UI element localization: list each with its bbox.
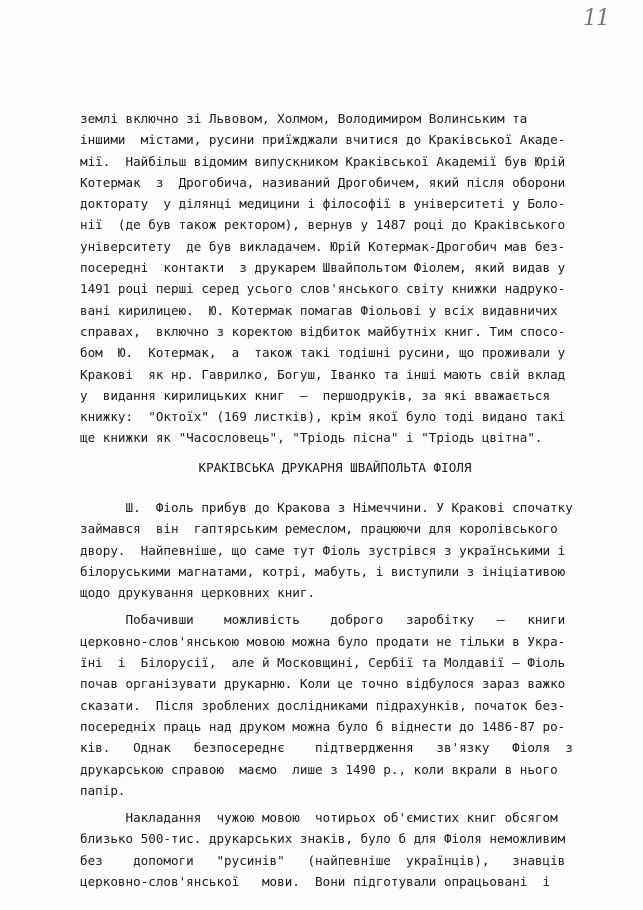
text-line: книжку: "Октоїх" (169 листків), крім якої було тоді видано такі — [80, 409, 566, 425]
text-line: посередніх праць над друком можна було б віднести до 1486-87 ро- — [80, 718, 566, 734]
text-line: вані кирилицею. Ю. Котермак помагав Фіольові у всіх видавничих — [80, 302, 558, 318]
section-heading: КРАКІВСЬКА ДРУКАРНЯ ШВАЙПОЛЬТА ФІОЛЯ — [198, 460, 472, 475]
text-line: церковно-слов'янською мовою можна було продати не тільки в Укра- — [80, 633, 566, 649]
text-line: землі включно зі Львовом, Холмом, Володимиром Волинським та — [80, 111, 528, 126]
text-line: посередні контакти з друкарем Швайпольтом Фіолем, який видав у — [80, 260, 566, 276]
text-line: іншими містами, русини приїжджали вчитися до Краківської Акаде- — [80, 132, 566, 148]
text-line: університету де був викладачем. Юрій Котермак-Дрогобич мав без- — [80, 238, 566, 254]
text-line: 1491 році перші серед усього слов'янського світу книжки надруко- — [80, 281, 566, 297]
text-line: нії (де був також ректором), вернув у 1487 році до Краківського — [80, 217, 566, 233]
text-line: без допомоги "русинів" (найпевніше українців), знавців — [80, 852, 566, 868]
text-line: папір. — [80, 782, 126, 798]
text-line: займався він гаптярським ремеслом, працюючи для королівського — [80, 521, 558, 537]
text-line: бом Ю. Котермак, а також такі тодішні русини, що проживали у — [80, 345, 566, 361]
text-line: друкарською справою маємо лише з 1490 р., коли вкрали в нього — [80, 761, 558, 777]
text-line: мії. Найбільш відомим випускником Краківської Академії був Юрій — [80, 153, 566, 169]
text-line: почав організувати друкарню. Коли це точно відбулося зараз важко — [80, 676, 566, 692]
text-line: ще книжки як "Часословець", "Тріодь пісна" і "Тріодь цвітна". — [80, 430, 543, 446]
text-line: щодо друкування церковних книг. — [80, 585, 316, 601]
page-number: 11 — [583, 6, 609, 31]
paragraph — [80, 497, 590, 603]
text-line: сказати. Після зроблених дослідниками підрахунків, початок без- — [80, 697, 566, 713]
text-line: ків. Однак безпосереднє підтвердження зв'язку Фіоля з — [80, 740, 573, 756]
text-line: двору. Найпевніше, що саме тут Фіоль зустрівся з українськими і — [80, 542, 566, 558]
text-line: Ш. Фіоль прибув до Кракова з Німеччини. У Кракові спочатку — [80, 500, 573, 515]
section-body — [80, 497, 590, 892]
text-line: справах, включно з коректою відбиток майбутніх книг. Тим спосо- — [80, 323, 566, 339]
text-line: Кракові як нр. Гаврилко, Богуш, Іванко та інші мають свій вклад — [80, 366, 566, 382]
text-line: Побачивши можливість доброго заробітку – книги — [80, 612, 566, 628]
paragraph — [80, 609, 590, 801]
text-line: близько 500-тис. друкарських знаків, було б для Фіоля неможливим — [80, 831, 566, 847]
text-line: докторату у ділянці медицини і філософії в університеті у Боло- — [80, 196, 566, 212]
text-line: церковно-слов'янської мови. Вони підготували опрацьовані і — [80, 874, 551, 890]
text-line: білоруськими магнатами, котрі, мабуть, і виступили з ініціативою — [80, 563, 566, 579]
text-line: Накладання чужою мовою чотирьох об'ємистих книг обсягом — [80, 810, 558, 826]
paragraph — [80, 807, 590, 892]
text-line: їні і Білорусії, але й Московщині, Сербії та Молдавії – Фіоль — [80, 655, 566, 671]
section-continuation — [80, 108, 590, 449]
text-line: у видання кирилицьких книг – першодруків, за які вважається — [80, 387, 551, 403]
text-line: Котермак з Дрогобича, називаний Дрогобичем, який після оборони — [80, 174, 566, 190]
